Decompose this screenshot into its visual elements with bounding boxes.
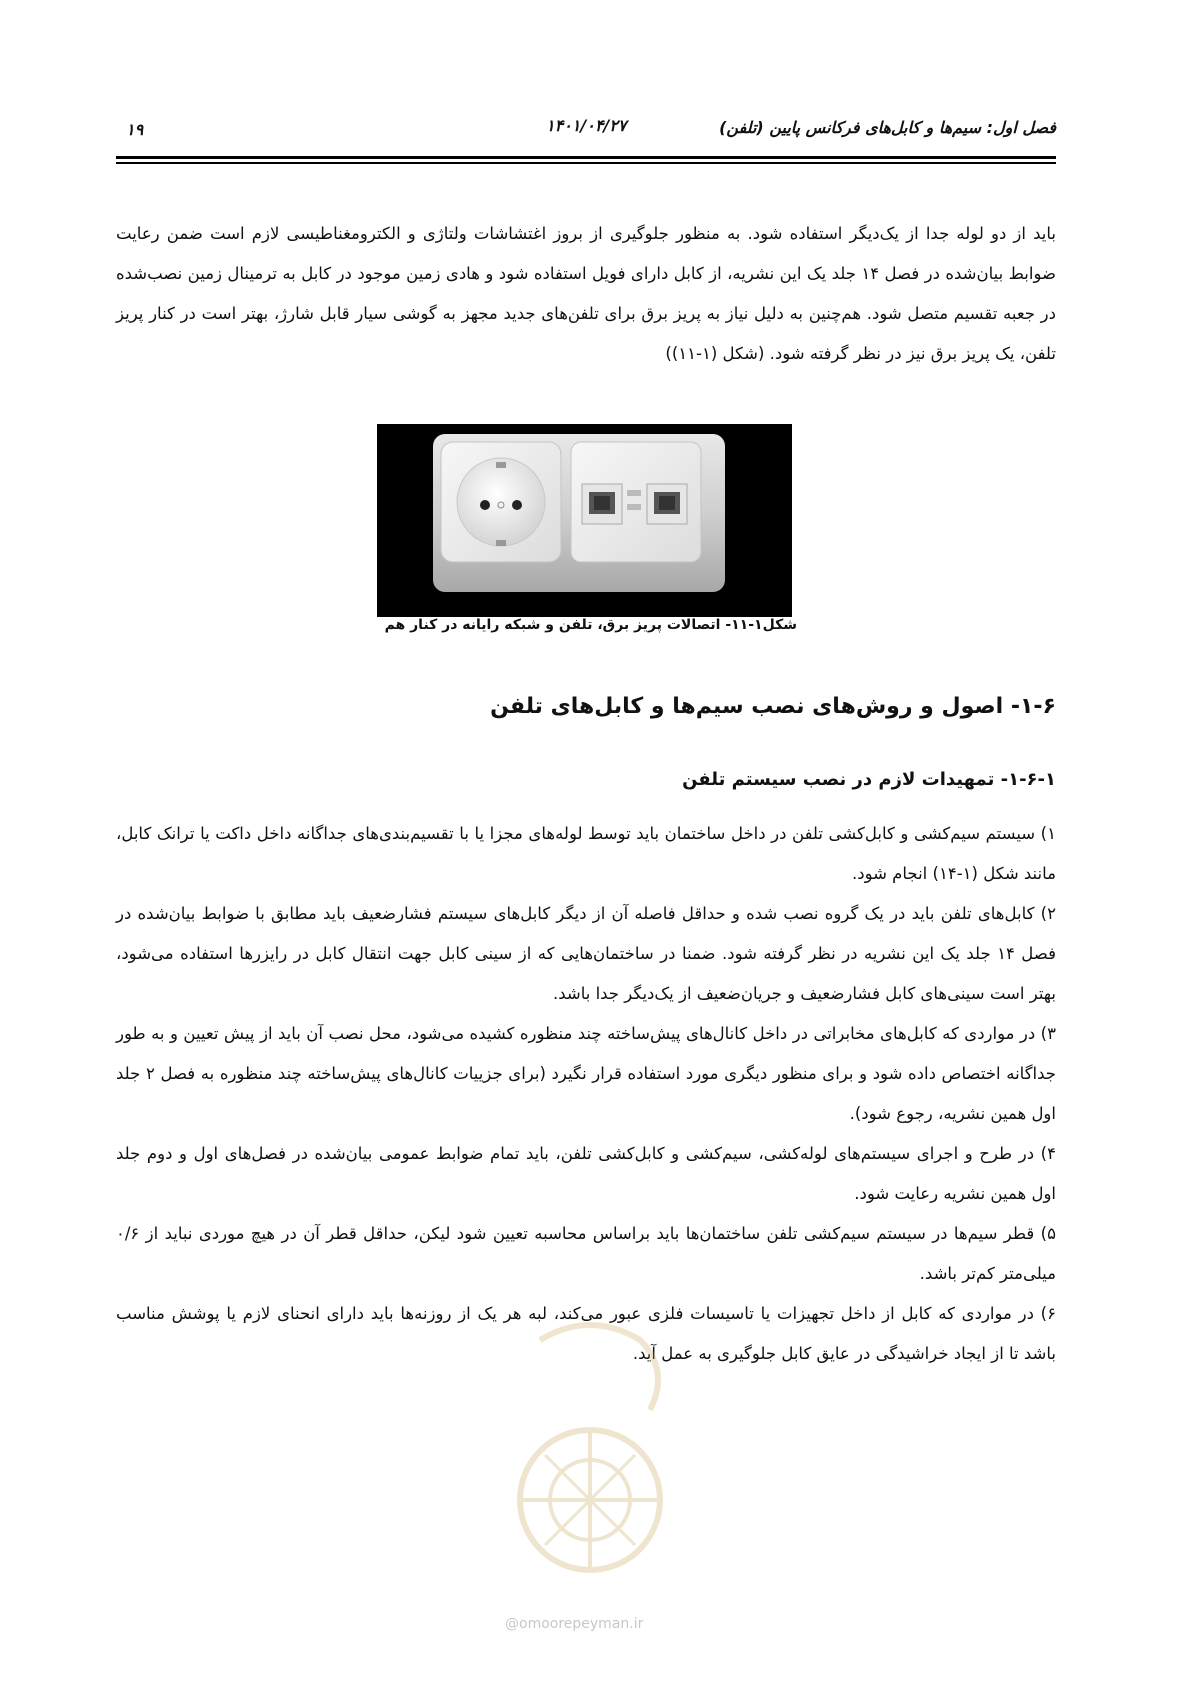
requirements-list [116, 814, 1056, 1374]
watermark-url: @omoorepeyman.ir [505, 1616, 644, 1632]
figure-outlet-photo [377, 424, 792, 617]
list-item: ۳) در مواردی که کابل‌های مخابراتی در داخل کانال‌های پیش‌ساخته چند منظوره کشیده می‌شود، محل نصب آن باید از پیش تعیین و به طور جداگانه اختصاص داده شود و برای منظور دیگری مورد استفاده قرار نگیرد (برای جزییات کانال‌های پیش‌ساخته چند منظوره به فصل ۲ جلد اول همین نشریه، رجوع شود). [116, 1024, 1056, 1123]
list-item: ۴) در طرح و اجرای سیستم‌های لوله‌کشی، سیم‌کشی و کابل‌کشی تلفن، باید تمام ضوابط عمومی بیان‌شده در فصل‌های اول و دوم جلد اول همین نشریه رعایت شود. [116, 1144, 1056, 1203]
header-rule-thin [116, 162, 1056, 164]
figure-caption: شکل۱-۱۱- اتصالات پریز برق، تلفن و شبکه رایانه در کنار هم [384, 617, 797, 633]
page-header [116, 118, 1056, 148]
list-item: ۵) قطر سیم‌ها در سیستم سیم‌کشی تلفن ساختمان‌ها باید براساس محاسبه تعیین شود لیکن، حداقل قطر آن در هیچ موردی نباید از ۰/۶ میلی‌متر کم‌تر باشد. [116, 1224, 1056, 1283]
intro-paragraph: باید از دو لوله جدا از یک‌دیگر استفاده شود. به منظور جلوگیری از بروز اغتشاشات ولتاژی و الکترومغناطیسی لازم است ضمن رعایت ضوابط بیان‌شده در فصل ۱۴ جلد یک این نشریه، از کابل دارای فویل استفاده شود و هادی زمین موجود در کابل به ترمینال زمین نصب‌شده در جعبه تقسیم متصل شود. هم‌چنین به دلیل نیاز به پریز برق برای تلفن‌های جدید مجهز به گوشی سیار قابل شارژ، بهتر است در کنار پریز تلفن، یک پریز برق نیز در نظر گرفته شود. (شکل (۱-۱۱)) [116, 224, 1056, 363]
list-item: ۲) کابل‌های تلفن باید در یک گروه نصب شده و حداقل فاصله آن از دیگر کابل‌های سیستم فشارضعیف باید مطابق با ضوابط بیان‌شده در فصل ۱۴ جلد یک این نشریه در نظر گرفته شود. ضمنا در ساختمان‌هایی که از سینی کابل جهت انتقال کابل در رایزرها استفاده می‌شود، بهتر است سینی‌های کابل فشارضعیف و جریان‌ضعیف از یک‌دیگر جدا باشد. [116, 904, 1056, 1003]
list-item: ۶) در مواردی که کابل از داخل تجهیزات یا تاسیسات فلزی عبور می‌کند، لبه هر یک از روزنه‌ها باید دارای انحنای لازم یا پوشش مناسب باشد تا از ایجاد خراشیدگی در عایق کابل جلوگیری به عمل آید. [116, 1304, 1056, 1363]
list-item: ۱) سیستم سیم‌کشی و کابل‌کشی تلفن در داخل ساختمان باید توسط لوله‌های مجزا یا با تقسیم‌بندی‌های جداگانه داخل داکت یا ترانک کابل، مانند شکل (۱-۱۴) انجام شود. [116, 824, 1056, 883]
header-date: ۱۴۰۱/۰۴/۲۷ [546, 116, 627, 135]
outlet-illustration [377, 424, 792, 617]
subsection-heading: ۱-۶-۱- تمهیدات لازم در نصب سیستم تلفن [682, 769, 1056, 790]
chapter-title: فصل اول: سیم‌ها و کابل‌های فرکانس پایین (تلفن) [719, 118, 1056, 137]
header-rule-thick [116, 156, 1056, 159]
section-heading: ۱-۶- اصول و روش‌های نصب سیم‌ها و کابل‌های تلفن [490, 694, 1056, 719]
page-number: ۱۹ [126, 120, 144, 139]
